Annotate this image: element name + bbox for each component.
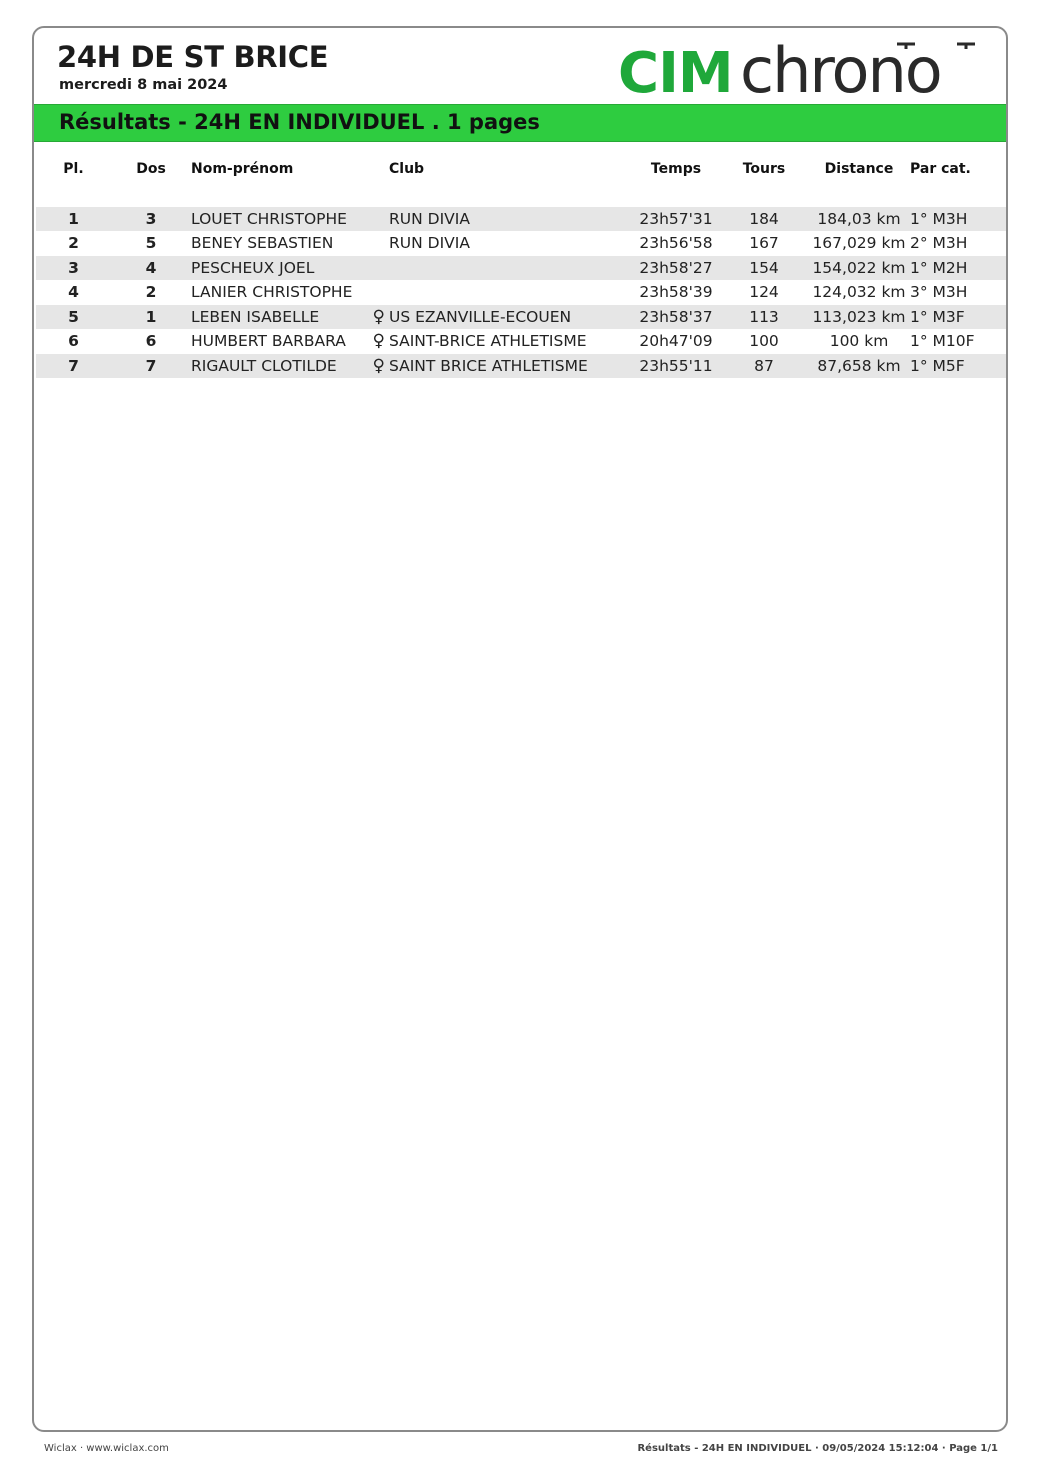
results-sheet xyxy=(32,26,1008,1432)
cell-time: 20h47'09 xyxy=(639,332,713,351)
cell-name: HUMBERT BARBARA xyxy=(191,332,346,351)
table-header-row xyxy=(36,156,1008,182)
cell-name: BENEY SEBASTIEN xyxy=(191,234,334,253)
cell-time: 23h55'11 xyxy=(632,354,720,379)
table-row xyxy=(36,280,1008,305)
cell-place: 2 xyxy=(68,234,79,253)
cell-name: RIGAULT CLOTILDE xyxy=(191,354,363,379)
female-icon xyxy=(363,256,389,281)
cell-name: LANIER CHRISTOPHE xyxy=(191,283,353,302)
female-icon xyxy=(363,207,389,232)
table-row xyxy=(36,231,1008,256)
cell-category: 1° M10F xyxy=(910,332,975,351)
cell-laps: 100 xyxy=(749,332,779,351)
cell-distance: 167,029 km xyxy=(812,234,906,253)
header-bib: Dos xyxy=(136,161,166,177)
table-row xyxy=(36,305,1008,330)
cell-laps: 167 xyxy=(749,234,779,253)
cell-bib: 1 xyxy=(111,305,191,330)
cell-category: 1° M3F xyxy=(910,305,1008,330)
cell-bib: 6 xyxy=(145,332,157,351)
cell-distance: 124,032 km xyxy=(812,283,906,302)
page-header xyxy=(34,28,1006,104)
event-title: 24H DE ST BRICE xyxy=(57,40,329,74)
cell-club: SAINT-BRICE ATHLETISME xyxy=(389,332,587,351)
header-time: Temps xyxy=(650,161,702,177)
logo-text-light: chrono xyxy=(740,34,941,98)
cell-laps: 124 xyxy=(749,283,779,302)
logo-text-bold: CIM xyxy=(618,41,733,98)
cell-bib: 3 xyxy=(111,207,191,232)
cell-distance: 154,022 km xyxy=(808,256,910,281)
female-icon xyxy=(363,231,389,256)
cell-time: 23h58'39 xyxy=(639,283,713,302)
cell-name: PESCHEUX JOEL xyxy=(191,256,363,281)
header-name: Nom-prénom xyxy=(191,161,294,177)
cell-distance: 184,03 km xyxy=(808,207,910,232)
cell-category: 2° M3H xyxy=(910,234,968,253)
results-banner xyxy=(34,104,1006,142)
cell-place: 4 xyxy=(68,283,79,302)
cell-laps: 113 xyxy=(720,305,808,330)
cell-club: RUN DIVIA xyxy=(389,207,632,232)
cimchrono-logo xyxy=(618,32,998,98)
table-row xyxy=(36,207,1008,232)
cell-laps: 154 xyxy=(720,256,808,281)
cell-place: 7 xyxy=(36,354,111,379)
female-icon xyxy=(363,280,389,305)
cell-bib: 2 xyxy=(145,283,157,302)
table-row xyxy=(36,256,1008,281)
footer-page-info: Résultats - 24H EN INDIVIDUEL · 09/05/2024 15:12:04 · Page 1/1 xyxy=(637,1443,998,1454)
event-date: mercredi 8 mai 2024 xyxy=(59,77,228,93)
cell-bib: 5 xyxy=(145,234,157,253)
cell-distance: 87,658 km xyxy=(808,354,910,379)
cell-distance: 100 km xyxy=(829,332,889,351)
cell-bib: 7 xyxy=(111,354,191,379)
cell-place: 1 xyxy=(36,207,111,232)
cell-laps: 87 xyxy=(720,354,808,379)
banner-title: Résultats - 24H EN INDIVIDUEL . 1 pages xyxy=(59,110,540,134)
cell-category: 1° M5F xyxy=(910,354,1008,379)
results-body xyxy=(36,182,1008,378)
spacer-row xyxy=(36,182,1008,207)
table-row xyxy=(36,329,1008,354)
cell-club: US EZANVILLE-ECOUEN xyxy=(389,305,632,330)
header-sex xyxy=(363,156,389,182)
results-table xyxy=(36,156,1008,378)
cell-time: 23h56'58 xyxy=(639,234,713,253)
female-icon: ♀ xyxy=(372,331,385,352)
cell-club: SAINT BRICE ATHLETISME xyxy=(389,354,632,379)
cell-category: 3° M3H xyxy=(910,283,968,302)
header-category: Par cat. xyxy=(910,161,971,177)
cell-place: 6 xyxy=(68,332,79,351)
header-club: Club xyxy=(389,161,425,177)
cell-club xyxy=(389,280,632,305)
cell-time: 23h58'27 xyxy=(632,256,720,281)
cell-name: LOUET CHRISTOPHE xyxy=(191,207,363,232)
header-distance: Distance xyxy=(824,161,894,177)
cell-distance: 113,023 km xyxy=(808,305,910,330)
header-place: Pl. xyxy=(63,161,84,177)
cell-laps: 184 xyxy=(720,207,808,232)
table-row xyxy=(36,354,1008,379)
cell-category: 1° M3H xyxy=(910,207,1008,232)
cell-club xyxy=(389,256,632,281)
female-icon: ♀ xyxy=(363,305,389,330)
cell-place: 3 xyxy=(36,256,111,281)
cell-club: RUN DIVIA xyxy=(389,234,470,253)
header-laps: Tours xyxy=(742,161,786,177)
cell-time: 23h57'31 xyxy=(632,207,720,232)
cell-category: 1° M2H xyxy=(910,256,1008,281)
cell-place: 5 xyxy=(36,305,111,330)
footer-credit: Wiclax · www.wiclax.com xyxy=(44,1443,169,1454)
cell-time: 23h58'37 xyxy=(632,305,720,330)
cell-bib: 4 xyxy=(111,256,191,281)
female-icon: ♀ xyxy=(363,354,389,379)
cell-name: LEBEN ISABELLE xyxy=(191,305,363,330)
